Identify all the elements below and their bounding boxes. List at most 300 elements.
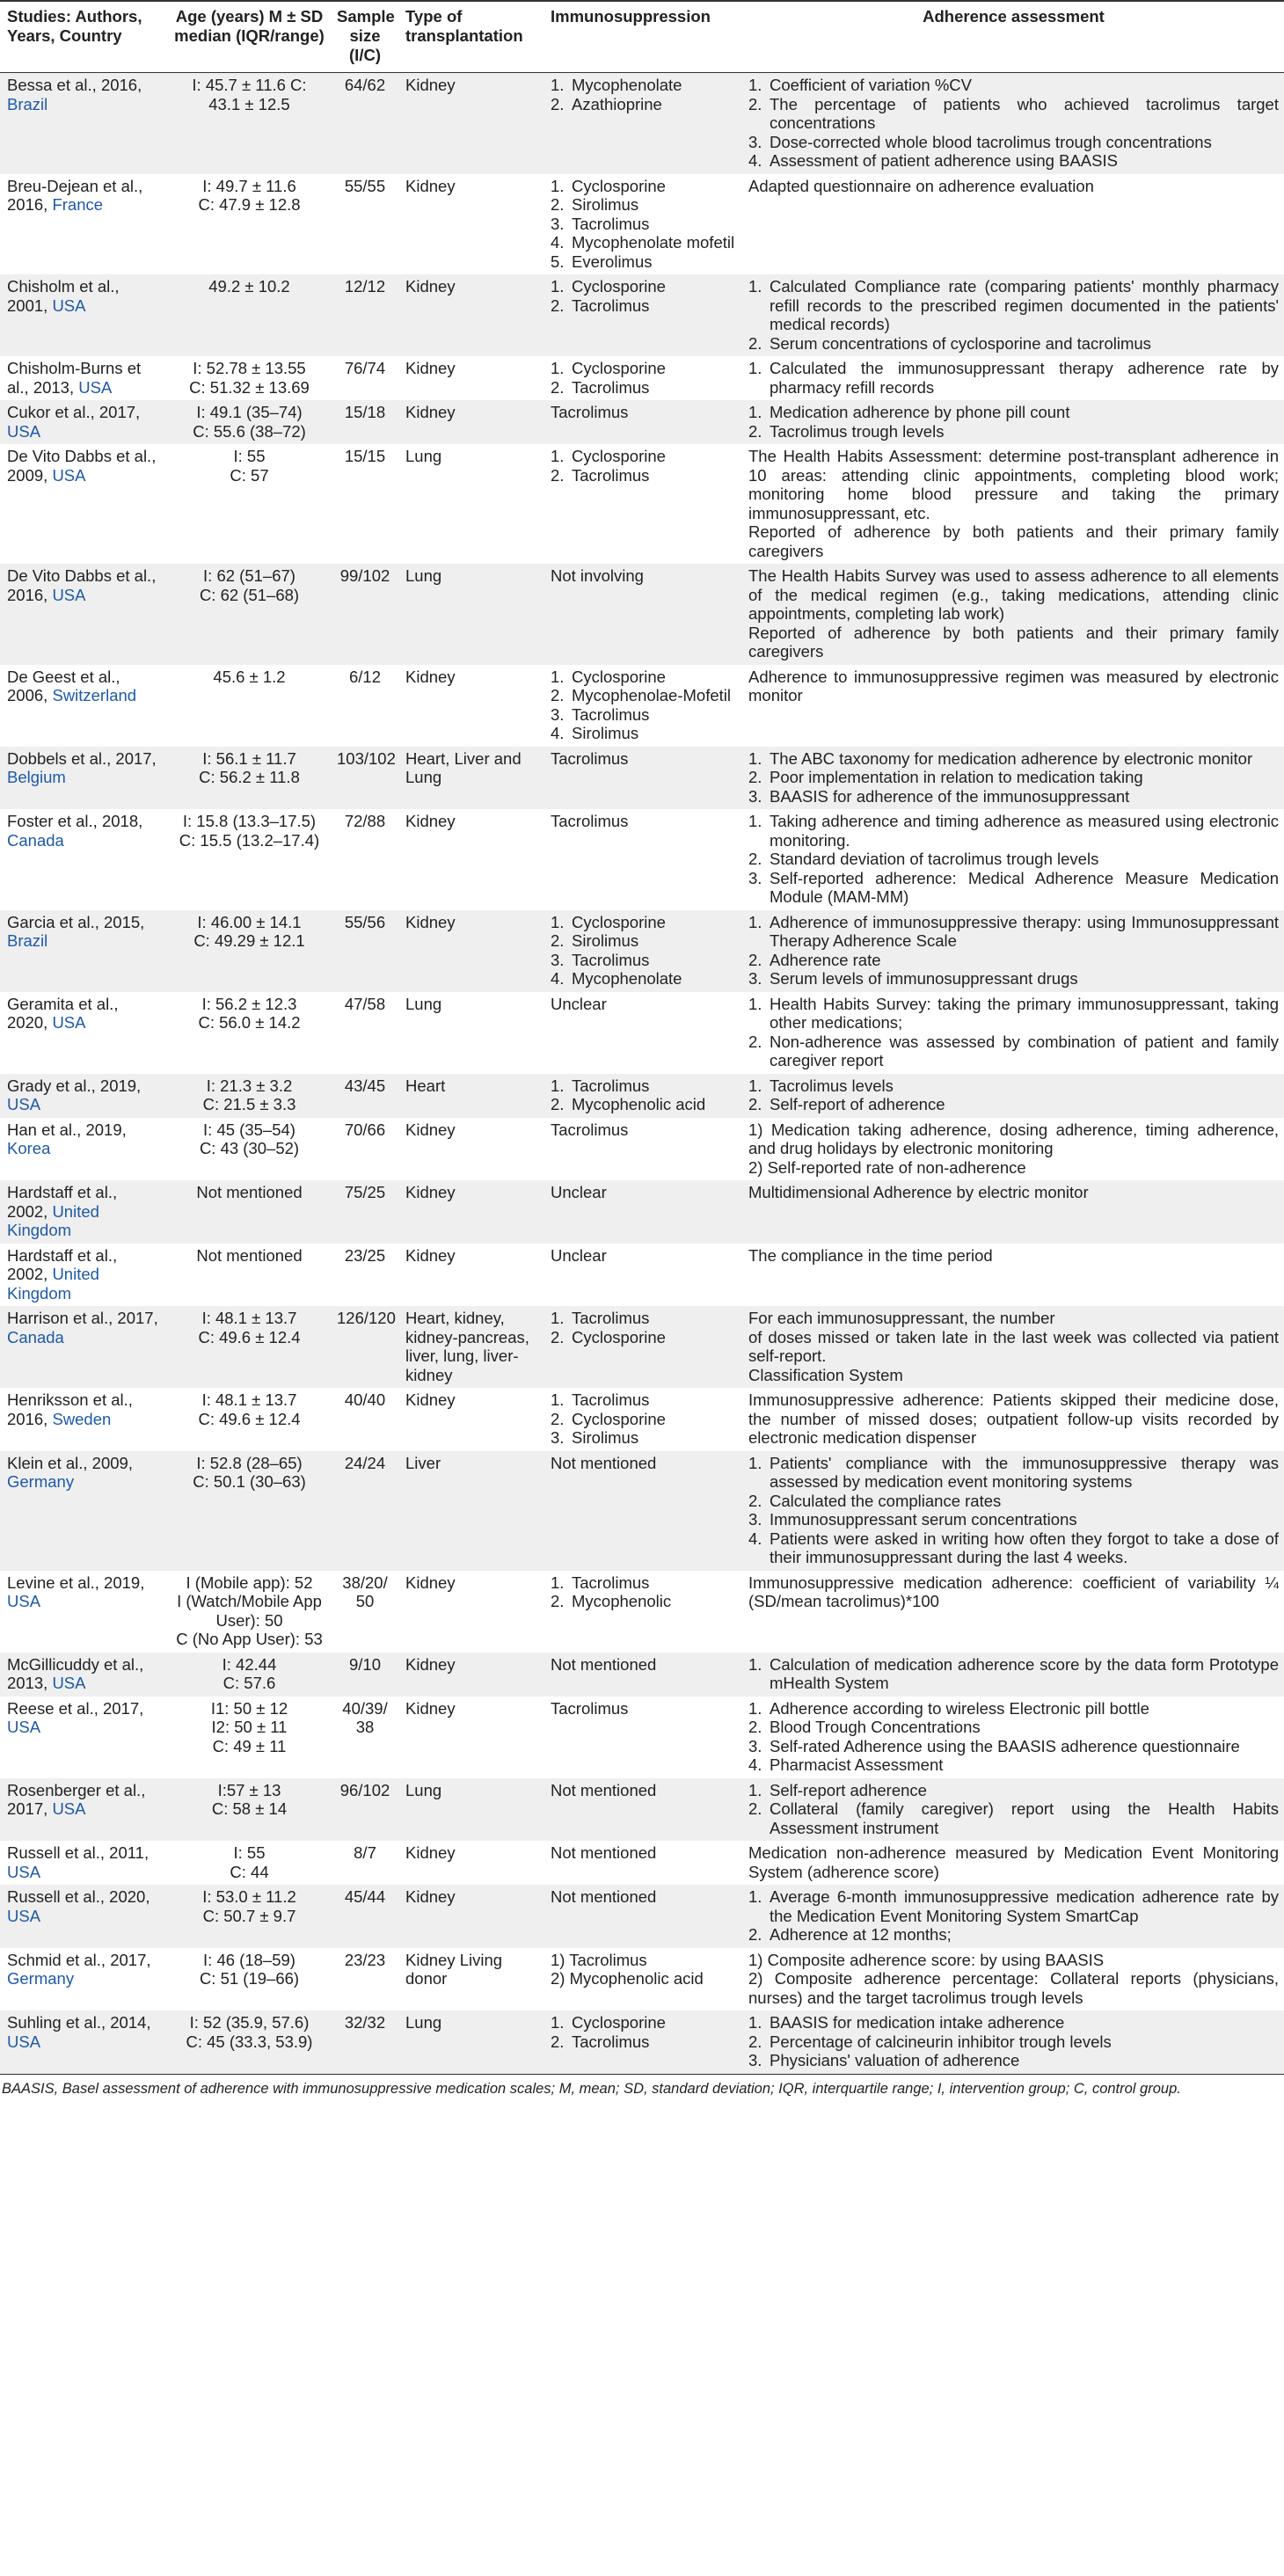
list-item: [748, 1454, 1279, 1492]
cell-transplant-type: Lung: [398, 2010, 544, 2074]
list-item: [748, 2051, 1279, 2070]
cell-age: [167, 2010, 330, 2074]
paragraph: 2) Mycophenolic acid: [551, 1969, 704, 1988]
table-row: [0, 1697, 1284, 1778]
item-text: Self-rated Adherence using the BAASIS adherence questionnaire: [770, 1736, 1240, 1755]
cell-transplant-type: Kidney: [398, 1180, 544, 1244]
cell-age: [167, 809, 330, 910]
item-number: 1.: [748, 1780, 762, 1799]
list-item: [748, 1799, 1279, 1837]
list-item: [748, 2013, 1279, 2032]
item-text: Self-report adherence: [770, 1780, 927, 1799]
paragraph: Unclear: [551, 994, 607, 1013]
cell-sample-size: 23/25: [344, 1245, 386, 1265]
cell-transplant-type: Lung: [398, 1778, 544, 1842]
study-country: USA: [7, 1906, 41, 1925]
cell-age: [167, 1841, 330, 1885]
age-value: C: 15.5 (13.2–17.4): [179, 830, 320, 850]
study-author: Garcia et al., 2015,: [7, 912, 145, 931]
item-text: Cyclosporine: [572, 447, 666, 465]
list-item: [551, 686, 736, 705]
study-author: De Geest et al., 2006,: [7, 667, 120, 704]
cell-sample-size: 99/102: [330, 564, 398, 665]
age-value: I: 55: [233, 447, 266, 465]
cell-transplant-type: Kidney: [405, 1120, 456, 1139]
list-item: [551, 466, 736, 485]
study-country: USA: [52, 465, 86, 485]
paragraph: Reported of adherence by both patients and their primary family caregivers: [748, 623, 1279, 660]
paragraph: Not involving: [551, 566, 644, 585]
cell-sample-size: 55/55: [344, 176, 386, 195]
cell-age: [167, 1451, 330, 1571]
cell-sample-size: 76/74: [344, 359, 386, 377]
table-row: [0, 809, 1284, 910]
item-number: 1.: [748, 1453, 762, 1472]
study-country: USA: [78, 377, 113, 397]
item-number: 1.: [748, 403, 762, 421]
cell-study: [0, 1074, 167, 1118]
table-row: [0, 1074, 1284, 1118]
list-item: [748, 277, 1279, 334]
list-item: [551, 931, 736, 951]
cell-immunosuppression: [544, 400, 741, 444]
item-text: Tacrolimus: [572, 2032, 650, 2051]
study-author: Klein et al., 2009,: [7, 1453, 133, 1472]
study-author: Hardstaff et al., 2002,: [7, 1245, 118, 1283]
item-number: 2.: [748, 850, 762, 868]
paragraph: The Health Habits Assessment: determine post-transplant adherence in 10 areas: attending clinic appointments, completing blood work; monitoring home blood pressure and taking the primary immunosuppressant, etc.: [748, 447, 1279, 522]
cell-age: [167, 1244, 330, 1307]
item-number: 3.: [748, 1736, 762, 1755]
item-text: Cyclosporine: [572, 2013, 666, 2032]
age-value: I: 15.8 (13.3–17.5): [182, 812, 317, 830]
item-text: Sirolimus: [572, 1428, 639, 1447]
item-number: 2.: [551, 1327, 565, 1346]
item-text: Cyclosporine: [572, 1409, 666, 1428]
item-number: 2.: [551, 686, 565, 704]
list-item: [748, 1699, 1279, 1719]
list-item: [551, 1328, 736, 1347]
item-text: Non-adherence was assessed by combination of patient and family caregiver report: [770, 1032, 1279, 1069]
table-row: [0, 274, 1284, 356]
item-text: Sirolimus: [572, 724, 639, 742]
list-item: [748, 812, 1279, 850]
cell-age: [167, 73, 330, 174]
item-number: 1.: [551, 176, 565, 195]
item-text: Tacrolimus: [572, 1076, 650, 1095]
cell-study: [0, 1244, 167, 1307]
age-value: 43.1 ± 12.5: [208, 94, 290, 113]
item-number: 1.: [551, 1076, 565, 1095]
table-row: [0, 1571, 1284, 1653]
table-row: [0, 992, 1284, 1074]
item-number: 2.: [748, 1925, 762, 1944]
item-text: Adherence according to wireless Electronic pill bottle: [770, 1698, 1149, 1718]
age-value: C: 50.1 (30–63): [193, 1472, 306, 1491]
study-author: Cukor et al., 2017,: [7, 403, 141, 421]
paragraph: 2) Self-reported rate of non-adherence: [748, 1157, 1026, 1177]
item-number: 4.: [748, 151, 762, 170]
age-value: C: 43 (30–52): [199, 1139, 300, 1157]
cell-transplant-type: Kidney: [405, 812, 456, 830]
cell-immunosuppression: [544, 174, 741, 275]
cell-study: [0, 1697, 167, 1778]
study-country: Brazil: [7, 931, 48, 950]
item-number: 2.: [551, 195, 565, 214]
age-value: I: 52.78 ± 13.55: [193, 359, 306, 377]
item-text: Medication adherence by phone pill count: [770, 403, 1070, 421]
list-item: [748, 850, 1279, 869]
list-item: [748, 151, 1279, 171]
paragraph: Not mentioned: [551, 1780, 657, 1799]
item-number: 2.: [748, 1491, 762, 1510]
study-author: Russell et al., 2011,: [7, 1843, 150, 1862]
cell-sample-size: 70/66: [344, 1120, 386, 1139]
cell-study: [0, 1948, 167, 2011]
cell-immunosuppression: [544, 747, 741, 810]
item-number: 2.: [551, 2032, 565, 2051]
item-number: 1.: [551, 277, 565, 296]
table-row: [0, 1841, 1284, 1885]
list-item: [748, 969, 1279, 989]
cell-immunosuppression: [544, 1118, 741, 1181]
study-country: USA: [7, 2032, 41, 2051]
paragraph: Multidimensional Adherence by electric monitor: [748, 1183, 1089, 1201]
study-country: USA: [52, 1013, 86, 1032]
table-row: [0, 444, 1284, 564]
list-item: [748, 913, 1279, 951]
item-number: 1.: [748, 277, 762, 296]
cell-study: [0, 73, 167, 174]
list-item: [551, 1592, 736, 1611]
paragraph: Unclear: [551, 1245, 607, 1265]
paragraph: Not mentioned: [551, 1654, 657, 1674]
cell-sample-size: 75/25: [330, 1180, 398, 1244]
study-author: Grady et al., 2019,: [7, 1076, 142, 1095]
cell-study: [0, 910, 167, 992]
item-text: Collateral (family caregiver) report using the Health Habits Assessment instrument: [770, 1799, 1279, 1837]
cell-age: [167, 1388, 330, 1451]
age-value: C: 58 ± 14: [211, 1799, 288, 1818]
item-text: Average 6-month immunosuppressive medication adherence rate by the Medication Event Monitoring System SmartCap: [770, 1887, 1279, 1925]
age-value: I: 62 (51–67): [203, 566, 295, 585]
item-text: Tacrolimus: [572, 377, 650, 397]
cell-age: [167, 1180, 330, 1244]
item-number: 1.: [551, 667, 565, 686]
table-row: [0, 1306, 1284, 1388]
paragraph: Tacrolimus: [551, 812, 629, 830]
cell-immunosuppression: [544, 665, 741, 747]
study-author: Foster et al., 2018,: [7, 812, 143, 830]
item-number: 1.: [748, 812, 762, 830]
age-value: I: 52 (35.9, 57.6): [189, 2013, 310, 2032]
header-age: Age (years) M ± SD median (IQR/range): [167, 1, 330, 73]
cell-study: [0, 1118, 167, 1181]
cell-transplant-type: Lung: [405, 447, 442, 465]
study-country: USA: [7, 1592, 41, 1610]
header-immunosuppression: Immunosuppression: [544, 1, 741, 73]
list-item: [748, 1781, 1279, 1800]
study-author: Dobbels et al., 2017,: [7, 748, 157, 768]
table-row: [0, 1451, 1284, 1571]
study-country: Korea: [7, 1139, 51, 1157]
list-item: [748, 95, 1279, 133]
cell-age: [167, 564, 330, 665]
item-text: Self-report of adherence: [770, 1095, 945, 1113]
study-author: Russell et al., 2020,: [7, 1887, 150, 1906]
list-item: [551, 1573, 736, 1593]
list-item: [551, 2032, 736, 2052]
cell-adherence: [741, 564, 1284, 665]
item-text: Cyclosporine: [572, 277, 666, 296]
cell-sample-size: 38/20/ 50: [342, 1573, 388, 1610]
item-number: 1.: [551, 2013, 565, 2032]
item-text: Tacrolimus: [572, 465, 650, 485]
cell-transplant-type: Kidney: [405, 1573, 456, 1592]
age-value: I: 53.0 ± 11.2: [202, 1887, 296, 1906]
item-number: 2.: [748, 94, 762, 113]
cell-immunosuppression: [544, 809, 741, 910]
cell-immunosuppression: [544, 444, 741, 564]
item-text: Adherence of immunosuppressive therapy: using Immunosuppressant Therapy Adherence Scale: [770, 912, 1279, 950]
item-text: Tacrolimus: [572, 296, 650, 315]
cell-adherence: [741, 1885, 1284, 1948]
list-item: [551, 1410, 736, 1429]
item-text: Cyclosporine: [572, 176, 666, 195]
cell-sample-size: 45/44: [330, 1885, 398, 1948]
list-item: [551, 233, 736, 252]
study-author: McGillicuddy et al., 2013,: [7, 1654, 144, 1692]
item-text: Mycophenolate: [572, 76, 682, 94]
list-item: [748, 76, 1279, 95]
cell-sample-size: 96/102: [330, 1778, 398, 1842]
study-country: United Kingdom: [7, 1201, 99, 1239]
paragraph: Not mentioned: [551, 1453, 657, 1472]
study-country: USA: [52, 296, 86, 315]
cell-sample-size: 32/32: [330, 2010, 398, 2074]
cell-adherence: [741, 174, 1284, 275]
age-value: I: 52.8 (28–65): [196, 1453, 303, 1472]
cell-age: [167, 174, 330, 275]
list-item: [551, 359, 736, 378]
cell-transplant-type: Lung: [398, 564, 544, 665]
item-text: Self-reported adherence: Medical Adherence Measure Medication Module (MAM-MM): [770, 868, 1279, 906]
cell-immunosuppression: [544, 1885, 741, 1948]
cell-transplant-type: Kidney: [405, 1698, 456, 1718]
cell-immunosuppression: [544, 73, 741, 174]
header-sample: Sample size (I/C): [330, 1, 398, 73]
cell-adherence: [741, 910, 1284, 992]
age-value: I:57 ± 13: [217, 1780, 281, 1799]
cell-transplant-type: Heart: [398, 1074, 544, 1118]
cell-transplant-type: Kidney: [405, 1843, 456, 1862]
cell-sample-size: 40/39/ 38: [342, 1698, 388, 1736]
item-text: Serum concentrations of cyclosporine and tacrolimus: [770, 333, 1151, 353]
list-item: [551, 195, 736, 215]
cell-study: [0, 1388, 167, 1451]
cell-sample-size: 15/18: [330, 400, 398, 444]
age-value: C: 57: [230, 465, 269, 485]
item-number: 5.: [551, 252, 565, 271]
item-text: Tacrolimus: [572, 1573, 650, 1592]
paragraph: 2) Composite adherence percentage: Collateral reports (physicians, nurses) and the target tacrolimus trough levels: [748, 1969, 1279, 2007]
item-number: 4.: [551, 969, 565, 988]
cell-sample-size: 6/12: [348, 667, 381, 686]
study-country: Canada: [7, 830, 64, 850]
study-country: USA: [52, 1674, 86, 1692]
age-value: I: 21.3 ± 3.2: [206, 1076, 293, 1095]
study-author: Levine et al., 2019,: [7, 1573, 145, 1592]
item-text: Cyclosporine: [572, 1327, 666, 1346]
paragraph: Adherence to immunosuppressive regimen was measured by electronic monitor: [748, 667, 1279, 704]
item-text: Tacrolimus: [572, 704, 650, 724]
cell-immunosuppression: [544, 1388, 741, 1451]
paragraph: For each immunosuppressant, the number: [748, 1309, 1055, 1327]
list-item: [748, 787, 1279, 806]
cell-sample-size: 55/56: [330, 910, 398, 992]
cell-adherence: [741, 1451, 1284, 1571]
cell-adherence: [741, 2010, 1284, 2074]
cell-transplant-type: Liver: [398, 1451, 544, 1571]
paragraph: 1) Tacrolimus: [551, 1950, 647, 1969]
age-value: Not mentioned: [196, 1245, 303, 1265]
item-number: 2.: [748, 1032, 762, 1051]
item-number: 3.: [748, 132, 762, 151]
age-value: C: 47.9 ± 12.8: [198, 195, 301, 214]
cell-sample-size: 12/12: [330, 274, 398, 356]
item-number: 2.: [748, 333, 762, 353]
cell-transplant-type: Lung: [405, 994, 442, 1013]
cell-adherence: [741, 992, 1284, 1074]
cell-study: [0, 444, 167, 564]
item-text: Percentage of calcineurin inhibitor trough levels: [770, 2032, 1112, 2051]
item-text: Calculation of medication adherence score by the data form Prototype mHealth System: [770, 1654, 1279, 1692]
cell-sample-size: 64/62: [330, 73, 398, 174]
list-item: [551, 215, 736, 234]
cell-transplant-type: Kidney: [398, 910, 544, 992]
item-text: Cyclosporine: [572, 667, 666, 686]
item-text: Coefficient of variation %CV: [770, 76, 972, 94]
header-row: [0, 1, 1284, 73]
cell-transplant-type: Kidney Living donor: [405, 1950, 503, 1988]
paragraph: 1) Composite adherence score: by using BAASIS: [748, 1950, 1105, 1969]
item-number: 2.: [551, 465, 565, 485]
item-text: Mycophenolate mofetil: [572, 233, 735, 252]
cell-immunosuppression: [544, 1306, 741, 1388]
item-text: Blood Trough Concentrations: [770, 1718, 981, 1736]
age-value: I: 48.1 ± 13.7: [201, 1390, 297, 1409]
header-adherence: Adherence assessment: [741, 1, 1284, 73]
cell-transplant-type: Heart, kidney, kidney-pancreas, liver, lung, liver-kidney: [398, 1306, 544, 1388]
item-number: 2.: [748, 1799, 762, 1818]
paragraph: Not mentioned: [551, 1843, 657, 1862]
item-number: 1.: [748, 76, 762, 94]
age-value: I: 46 (18–59): [203, 1950, 295, 1969]
cell-adherence: [741, 1697, 1284, 1778]
cell-study: [0, 992, 167, 1074]
study-author: Rosenberger et al., 2017,: [7, 1780, 146, 1818]
cell-transplant-type: Kidney: [398, 400, 544, 444]
cell-immunosuppression: [544, 356, 741, 400]
cell-transplant-type: Kidney: [405, 1390, 456, 1409]
item-number: 1.: [748, 1698, 762, 1718]
age-value: C: 51.32 ± 13.69: [189, 377, 310, 397]
cell-immunosuppression: [544, 1948, 741, 2011]
cell-age: [167, 1653, 330, 1697]
list-item: [748, 995, 1279, 1033]
cell-adherence: [741, 1653, 1284, 1697]
list-item: [551, 277, 736, 296]
age-value: 49.2 ± 10.2: [208, 277, 290, 296]
item-number: 2.: [551, 94, 565, 113]
item-text: Everolimus: [572, 252, 653, 271]
paragraph: of doses missed or taken late in the last week was collected via patient self-report.: [748, 1327, 1279, 1365]
item-text: Tacrolimus: [572, 950, 650, 969]
list-item: [551, 951, 736, 970]
item-number: 3.: [748, 969, 762, 988]
cell-transplant-type: Kidney: [405, 1245, 456, 1265]
age-value: C: 21.5 ± 3.3: [202, 1095, 296, 1113]
cell-immunosuppression: [544, 1697, 741, 1778]
item-number: 1.: [748, 1076, 762, 1095]
list-item: [748, 1033, 1279, 1070]
list-item: [748, 1925, 1279, 1945]
list-item: [748, 1655, 1279, 1693]
list-item: [748, 403, 1279, 422]
item-number: 3.: [748, 786, 762, 806]
list-item: [551, 668, 736, 687]
cell-study: [0, 1571, 167, 1653]
table-row: [0, 1653, 1284, 1697]
cell-immunosuppression: [544, 992, 741, 1074]
cell-age: [167, 665, 330, 747]
cell-age: [167, 356, 330, 400]
cell-study: [0, 1306, 167, 1388]
study-author: Henriksson et al., 2016,: [7, 1390, 133, 1428]
cell-study: [0, 1778, 167, 1842]
item-number: 2.: [551, 1592, 565, 1610]
item-text: Cyclosporine: [572, 912, 666, 931]
cell-immunosuppression: [544, 2010, 741, 2074]
table-row: [0, 665, 1284, 747]
item-number: 3.: [748, 868, 762, 887]
list-item: [748, 1095, 1279, 1114]
item-number: 1.: [551, 1573, 565, 1592]
item-text: Tacrolimus levels: [770, 1076, 894, 1095]
cell-study: [0, 174, 167, 275]
list-item: [551, 1309, 736, 1328]
item-text: Poor implementation in relation to medication taking: [770, 768, 1143, 786]
cell-study: [0, 665, 167, 747]
table-row: [0, 1180, 1284, 1244]
cell-immunosuppression: [544, 1244, 741, 1307]
list-item: [551, 76, 736, 95]
header-study: Studies: Authors, Years, Country: [0, 1, 167, 73]
cell-adherence: [741, 73, 1284, 174]
item-text: Tacrolimus trough levels: [770, 421, 945, 441]
age-value: I1: 50 ± 12: [210, 1698, 288, 1718]
age-value: C: 56.2 ± 11.8: [199, 768, 300, 786]
age-value: I: 46.00 ± 14.1: [197, 912, 302, 931]
item-number: 1.: [551, 447, 565, 465]
paragraph: Reported of adherence by both patients and their primary family caregivers: [748, 522, 1279, 560]
list-item: [748, 1510, 1279, 1529]
age-value: C (No App User): 53: [176, 1630, 323, 1648]
list-item: [551, 1428, 736, 1448]
list-item: [551, 177, 736, 196]
item-text: Taking adherence and timing adherence as measured using electronic monitoring.: [770, 812, 1279, 850]
header-type: Type of transplantation: [398, 1, 544, 73]
